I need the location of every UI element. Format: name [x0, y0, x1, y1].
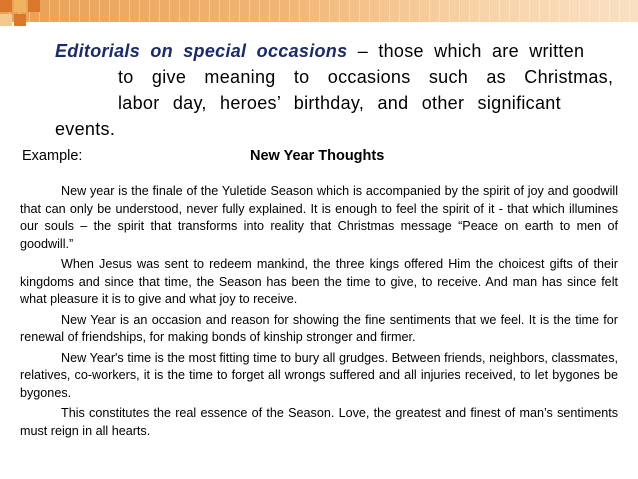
heading-line-2: to give meaning to occasions such as Christmas, — [118, 67, 614, 87]
logo-square — [14, 0, 26, 12]
paragraph: When Jesus was sent to redeem mankind, the three kings offered Him the choicest gifts of their kingdoms and since that time, the Season has been the time to give, to receive. And man has since felt what pleasure it is to give and what joy to receive. — [20, 257, 618, 307]
logo-square — [0, 0, 12, 12]
heading-emphasis: Editorials on special occasions — [55, 41, 348, 61]
logo-square — [14, 14, 26, 26]
heading-line-1 — [55, 38, 615, 64]
example-title: New Year Thoughts — [250, 148, 385, 164]
paragraph: New Year is an occasion and reason for showing the fine sentiments that we feel. It is the time for renewal of friendships, for making bonds of kinship stronger and firmer. — [20, 312, 618, 345]
heading-line-1-rest: – those which are written — [347, 41, 585, 61]
header-stripes — [0, 0, 638, 22]
corner-logo-squares — [0, 0, 50, 40]
logo-square — [0, 14, 12, 26]
paragraph: This constitutes the real essence of the Season. Love, the greatest and finest of man’s sentiments must reign in all hearts. — [20, 406, 618, 438]
example-label: Example: — [22, 148, 83, 164]
editorial-body — [20, 183, 618, 443]
paragraph: New year is the finale of the Yuletide Season which is accompanied by the spirit of joy and goodwill that can only be understood, never fully explained. It is enough to feel the spirit of it - that which illumines our souls – the spirit that transforms into reality that Christmas message “Peace on earth to men of goodwill.” — [20, 184, 618, 251]
heading-line-3: labor day, heroes’ birthday, and other significant — [118, 93, 561, 113]
header-decoration-bar — [0, 0, 638, 22]
slide-heading — [55, 38, 615, 142]
example-row — [22, 148, 618, 170]
heading-line-4: events. — [55, 119, 116, 139]
logo-square — [28, 0, 40, 12]
paragraph: New Year's time is the most fitting time to bury all grudges. Between friends, neighbors, classmates, relatives, co-workers, it is the time to forget all wrongs suffered and all injuries received, to let bygones be bygones. — [20, 350, 618, 400]
